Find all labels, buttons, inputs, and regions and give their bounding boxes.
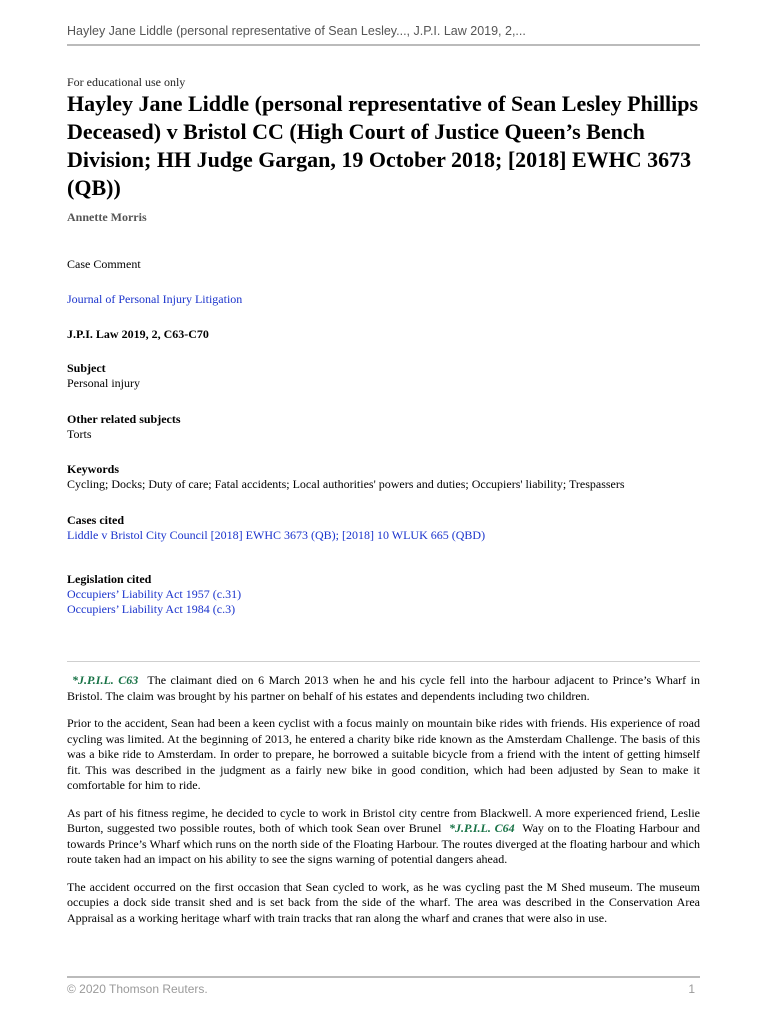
document-title: Hayley Jane Liddle (personal representative of Sean Lesley Phillips Deceased) v Bristol CC (High Court of Justice Queen’s Bench Division; HH Judge Gargan, 19 October 2018; [2018] EWHC 3673 (QB)) (67, 91, 699, 200)
legislation-link-1[interactable]: Occupiers’ Liability Act 1957 (c.31) (67, 587, 242, 601)
cases-cited-link[interactable]: Liddle v Bristol City Council [2018] EWHC 3673 (QB); [2018] 10 WLUK 665 (QBD) (67, 528, 486, 542)
cases-cited-section (67, 513, 700, 543)
other-subjects-section (67, 412, 700, 442)
subject-section (67, 361, 700, 391)
journal-link[interactable]: Journal of Personal Injury Litigation (67, 292, 243, 306)
keywords-label: Keywords (67, 462, 119, 476)
subject-value: Personal injury (67, 376, 140, 390)
educational-use-note: For educational use only (67, 75, 186, 89)
legislation-label: Legislation cited (67, 572, 152, 586)
paragraph-text: Way on to the Floating Harbour and towards Prince’s Wharf which runs on the north side of the Floating Harbour. The routes diverged at the floating harbour and which route taken had an impact on his ability to see the signs warning of potential dangers ahead. (67, 821, 701, 866)
running-header: Hayley Jane Liddle (personal representative of Sean Lesley..., J.P.I. Law 2019, 2,... (67, 24, 526, 38)
other-subjects-value: Torts (67, 427, 92, 441)
legislation-section (67, 572, 700, 617)
subject-label: Subject (67, 361, 106, 375)
page-number: 1 (688, 982, 695, 996)
cases-cited-label: Cases cited (67, 513, 124, 527)
keywords-section (67, 462, 700, 492)
author-name: Annette Morris (67, 210, 147, 224)
section-divider (67, 661, 700, 662)
star-page-marker: *J.P.I.L. C64 (449, 821, 515, 835)
other-subjects-label: Other related subjects (67, 412, 181, 426)
article-body (67, 673, 700, 926)
paragraph-text: The claimant died on 6 March 2013 when he and his cycle fell into the harbour adjacent to Prince’s Wharf in Bristol. The claim was brought by his partner on behalf of his estates and dependents including two children. (67, 673, 701, 703)
header-divider (67, 44, 700, 46)
body-paragraph-3 (67, 806, 700, 868)
keywords-value: Cycling; Docks; Duty of care; Fatal accidents; Local authorities' powers and duties; Occupiers' liability; Trespassers (67, 477, 625, 491)
document-type: Case Comment (67, 257, 141, 271)
body-paragraph-1 (67, 673, 700, 704)
paragraph-text: As part of his fitness regime, he decided to cycle to work in Bristol city centre from Blackwell. A more experienced friend, Leslie Burton, suggested two possible routes, both of which took Sean over Brunel (67, 805, 700, 835)
legislation-link-2[interactable]: Occupiers’ Liability Act 1984 (c.3) (67, 602, 236, 616)
copyright-notice: © 2020 Thomson Reuters. (67, 982, 208, 996)
body-paragraph-4: The accident occurred on the first occasion that Sean cycled to work, as he was cycling past the M Shed museum. The museum occupies a dock side transit shed and is set back from the side of the wharf. The area was described in the Conservation Area Appraisal as a working heritage wharf with train tracks that ran along the wharf and cranes that were also in use. (67, 879, 700, 925)
star-page-marker: *J.P.I.L. C63 (72, 673, 139, 687)
citation: J.P.I. Law 2019, 2, C63-C70 (67, 327, 209, 341)
body-paragraph-2: Prior to the accident, Sean had been a keen cyclist with a focus mainly on mountain bike rides with friends. His experience of road cycling was limited. At the beginning of 2013, he entered a charity bike ride known as the Amsterdam Challenge. The basis of this was a bike ride to Amsterdam. In order to prepare, he borrowed a suitable bicycle from a friend with the intent of getting himself fit. This was described in the judgment as a fairly new bike in good condition, which had been adjusted by Sean to make it comfortable for him to ride. (67, 716, 700, 792)
footer-divider (67, 976, 700, 978)
